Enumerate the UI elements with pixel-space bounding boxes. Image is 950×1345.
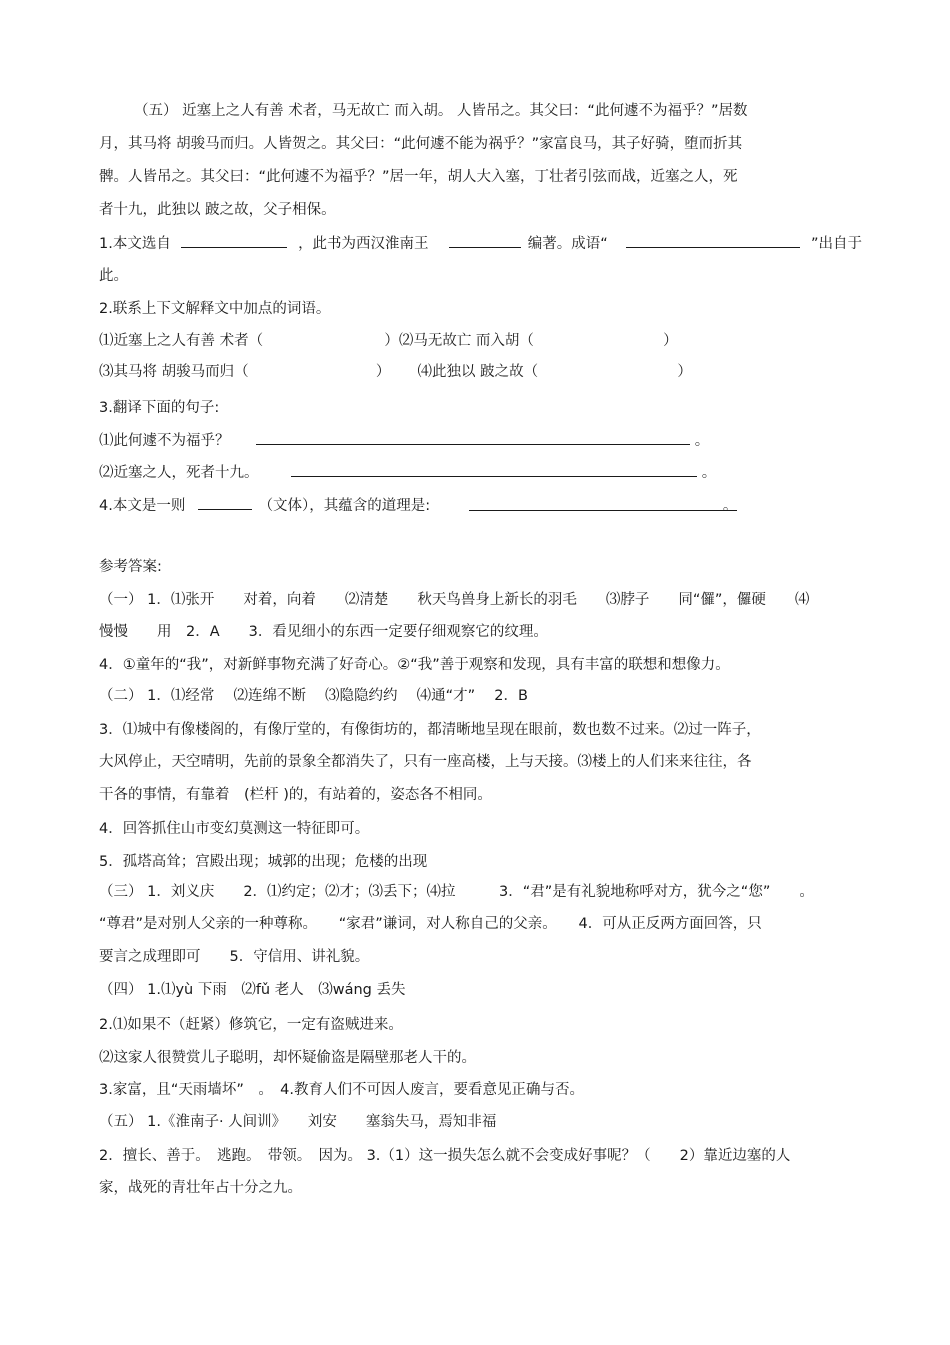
q1-text-d: ”出自于 [811, 236, 863, 252]
passage-line-2: 月，其马将 胡骏马而归。人皆贺之。其父曰：“此何遽不能为祸乎？”家富良马，其子好骑，堕而折其 [99, 136, 743, 152]
q2-item-1: ⑴近塞上之人有善 术者（ [99, 333, 264, 349]
q2-item-4: ⑷此独以 跛之故（ [417, 364, 539, 380]
passage-line-3: 髀。人皆吊之。其父曰：“此何遽不为福乎？”居一年，胡人大入塞，丁壮者引弦而战，近塞之人，死 [99, 169, 738, 185]
q1-blank-source[interactable] [181, 233, 287, 248]
q4-end: 。 [722, 498, 738, 514]
question-2-row-1 [99, 331, 678, 351]
q3-sentence-1: ⑴此何遽不为福乎？ [99, 433, 230, 449]
q1-text-a: 1.本文选自 [99, 236, 171, 252]
answer-line-19: 家，战死的青壮年占十分之九。 [99, 1180, 302, 1196]
q2-item-3: ⑶其马将 胡骏马而归（ [99, 364, 249, 380]
question-3-item-2 [99, 462, 716, 483]
q3-blank-2[interactable] [291, 462, 697, 477]
answer-line-11: “尊君”是对别人父亲的一种尊称。 “家君”谦词，对人称自己的父亲。 4．可从正反两方面回答，只 [99, 916, 762, 932]
question-3-item-1 [99, 430, 709, 451]
answer-line-18: 2．擅长、善于。 逃跑。 带领。 因为。 3.（1）这一损失怎么就不会变成好事呢？（ 2）靠近边塞的人 [99, 1148, 791, 1164]
answer-line-17: （五） 1.《淮南子· 人间训》 刘安 塞翁失马，焉知非福 [99, 1114, 497, 1130]
answers-title: 参考答案: [99, 559, 162, 575]
answer-line-4: （二） 1．⑴经常 ⑵连绵不断 ⑶隐隐约约 ⑷通“才” 2．B [99, 688, 528, 704]
question-4 [99, 495, 737, 516]
q1-text-c: 编著。成语“ [527, 236, 608, 252]
answer-line-6: 大风停止，天空晴明，先前的景象全都消失了，只有一座高楼，上与天接。⑶楼上的人们来来往往，各 [99, 754, 752, 770]
answer-line-3: 4．①童年的“我”，对新鲜事物充满了好奇心。②“我”善于观察和发现，具有丰富的联想和想像力。 [99, 657, 730, 673]
q3-blank-1[interactable] [256, 430, 690, 445]
question-3: 3.翻译下面的句子: [99, 400, 220, 416]
passage-line-4: 者十九，此独以 跛之故，父子相保。 [99, 202, 336, 218]
answer-line-10: （三） 1．刘义庆 2．⑴约定；⑵才；⑶丢下；⑷拉 3．“君”是有礼貌地称呼对方，犹今之“您” 。 [99, 884, 814, 900]
question-2: 2.联系上下文解释文中加点的词语。 [99, 301, 331, 317]
answer-line-1: （一） 1．⑴张开 对着，向着 ⑵清楚 秋天鸟兽身上新长的羽毛 ⑶脖子 同“儸”，儸硬 ⑷ [99, 592, 810, 608]
question-1 [99, 233, 862, 254]
answer-line-15: ⑵这家人很赞赏儿子聪明，却怀疑偷盗是隔壁那老人干的。 [99, 1050, 476, 1066]
answer-line-2: 慢慢 用 2．A 3．看见细小的东西一定要仔细观察它的纹理。 [99, 624, 548, 640]
q3-end-2: 。 [701, 465, 717, 481]
q4-text-b: （文体），其蕴含的道理是: [258, 498, 431, 514]
q2-item-2-close: ） [663, 333, 678, 349]
answer-line-16: 3.家富，且“天雨墙坏” 。 4.教育人们不可因人废言，要看意见正确与否。 [99, 1082, 584, 1098]
q2-item-3-close: ） [375, 364, 391, 380]
answer-line-14: 2.⑴如果不（赶紧）修筑它，一定有盗贼进来。 [99, 1017, 403, 1033]
q1-text-b: ，此书为西汉淮南王 [298, 236, 429, 252]
answer-line-7: 干各的事情，有靠着 (栏杆 )的，有站着的，姿态各不相同。 [99, 787, 492, 803]
answer-line-8: 4．回答抓住山市变幻莫测这一特征即可。 [99, 821, 370, 837]
q2-item-4-close: ） [677, 364, 692, 380]
answer-line-13: （四） 1.⑴yù 下雨 ⑵fǔ 老人 ⑶wáng 丢失 [99, 982, 406, 998]
q2-item-2: ）⑵马无故亡 而入胡（ [384, 333, 534, 349]
q3-sentence-2: ⑵近塞之人，死者十九。 [99, 465, 259, 481]
q4-blank-meaning[interactable] [469, 496, 738, 514]
q1-blank-author[interactable] [449, 233, 521, 248]
passage-line-1: （五） 近塞上之人有善 术者，马无故亡 而入胡。 人皆吊之。其父曰：“此何遽不为福乎？”居数 [134, 103, 748, 119]
q1-continuation: 此。 [99, 268, 128, 284]
answer-line-5: 3．⑴城中有像楼阁的，有像厅堂的，有像街坊的，都清晰地呈现在眼前，数也数不过来。⑵过一阵子， [99, 722, 761, 738]
q4-blank-genre[interactable] [198, 495, 252, 510]
q4-text-a: 4.本文是一则 [99, 498, 186, 514]
q1-blank-idiom[interactable] [626, 233, 800, 248]
q3-end-1: 。 [694, 433, 710, 449]
answer-line-9: 5．孤塔高耸；宫殿出现；城郭的出现；危楼的出现 [99, 854, 428, 870]
question-2-row-2 [99, 362, 692, 382]
answer-line-12: 要言之成理即可 5．守信用、讲礼貌。 [99, 949, 370, 965]
